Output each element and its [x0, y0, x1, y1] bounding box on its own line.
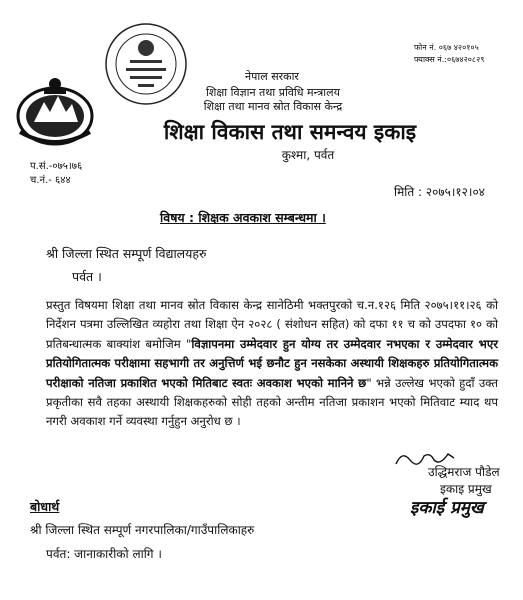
ministry-name: शिक्षा विज्ञान तथा प्रविधि मन्त्रालय: [206, 86, 340, 99]
body-quoted-provision: विज्ञापनमा उम्मेदवार हुन योग्य तर उम्मेदवार नभएका र उम्मेदवार भएर प्रतियोगितात्मक परीक्षामा सहभागी तर अनुत्तिर्ण भई छनौट हुन नसकेका अस्थायी शिक्षकहरु प्रतियोगितात्मक परीक्षाको नतिजा प्रकाशित भएको मितिबाट स्वतः अवकाश भएको मानिने छ: [46, 336, 498, 390]
body-request: " भन्ने उल्लेख भएको हुदाँ उक्त प्रकृतीका सवै तहका अस्थायी शिक्षकहरुको सोही तहको अन्तीम नतिजा प्रकाशन भएको मितिवाट म्याद थप नगरी अवकाश गर्ने व्यवस्था गर्नुहुन अनुरोध छ ।: [46, 375, 498, 429]
office-location: कुश्मा, पर्वत: [281, 148, 335, 162]
cc-recipient: श्री जिल्ला स्थित सम्पूर्ण नगरपालिका/गाउँपालिकाहरु: [30, 523, 255, 537]
body-intro: प्रस्तुत विषयमा शिक्षा तथा मानव स्रोत विकास केन्द्र सानेठिमी भक्तपुरको च.न.१२६ मिति २०७५।११।२६ को निर्देशन पत्रमा उल्लिखित व्यहोरा तथा शिक्षा ऐन २०२८ ( संशोधन सहित) को दफा ११ च को उपदफा १० को प्रतिबन्धात्मक बाक्यांश बमोजिम ": [46, 298, 498, 351]
designation-stamp: इकाई प्रमुख: [410, 498, 484, 518]
signatory-designation: इकाइ प्रमुख: [440, 482, 492, 496]
cc-heading: बोधार्थ: [30, 499, 60, 514]
office-title: शिक्षा विकास तथा समन्वय इकाइ: [163, 120, 417, 144]
letter-body: [46, 296, 498, 432]
signatory-name: उद्धिमराज पौडेल: [428, 465, 500, 479]
addressee-location: पर्वत ।: [72, 269, 102, 284]
nepal-emblem-logo: [14, 72, 96, 148]
letter-date: मिति : २०७५।१२।०४: [394, 185, 485, 199]
government-name: नेपाल सरकार: [245, 70, 299, 83]
letter-subject: विषय : शिक्षक अवकाश सम्बन्धमा ।: [160, 210, 326, 225]
dispatch-number: च.नं.- ६४४: [30, 175, 71, 186]
letter-serial-number: प.सं.-०७५।७६: [30, 161, 83, 172]
cc-purpose: पर्वत: जानाकारीको लागि ।: [46, 547, 162, 561]
contact-info: [414, 42, 484, 66]
fax-number: फ्याक्स नं.:०६७४२०८२९: [414, 55, 485, 64]
phone-number: फोन नं. ०६७ ४२०१०५: [414, 43, 479, 52]
center-name: शिक्षा तथा मानव स्रोत विकास केन्द्र: [203, 100, 343, 113]
addressee-line: श्री जिल्ला स्थित सम्पूर्ण विद्यालयहरु: [46, 246, 207, 261]
